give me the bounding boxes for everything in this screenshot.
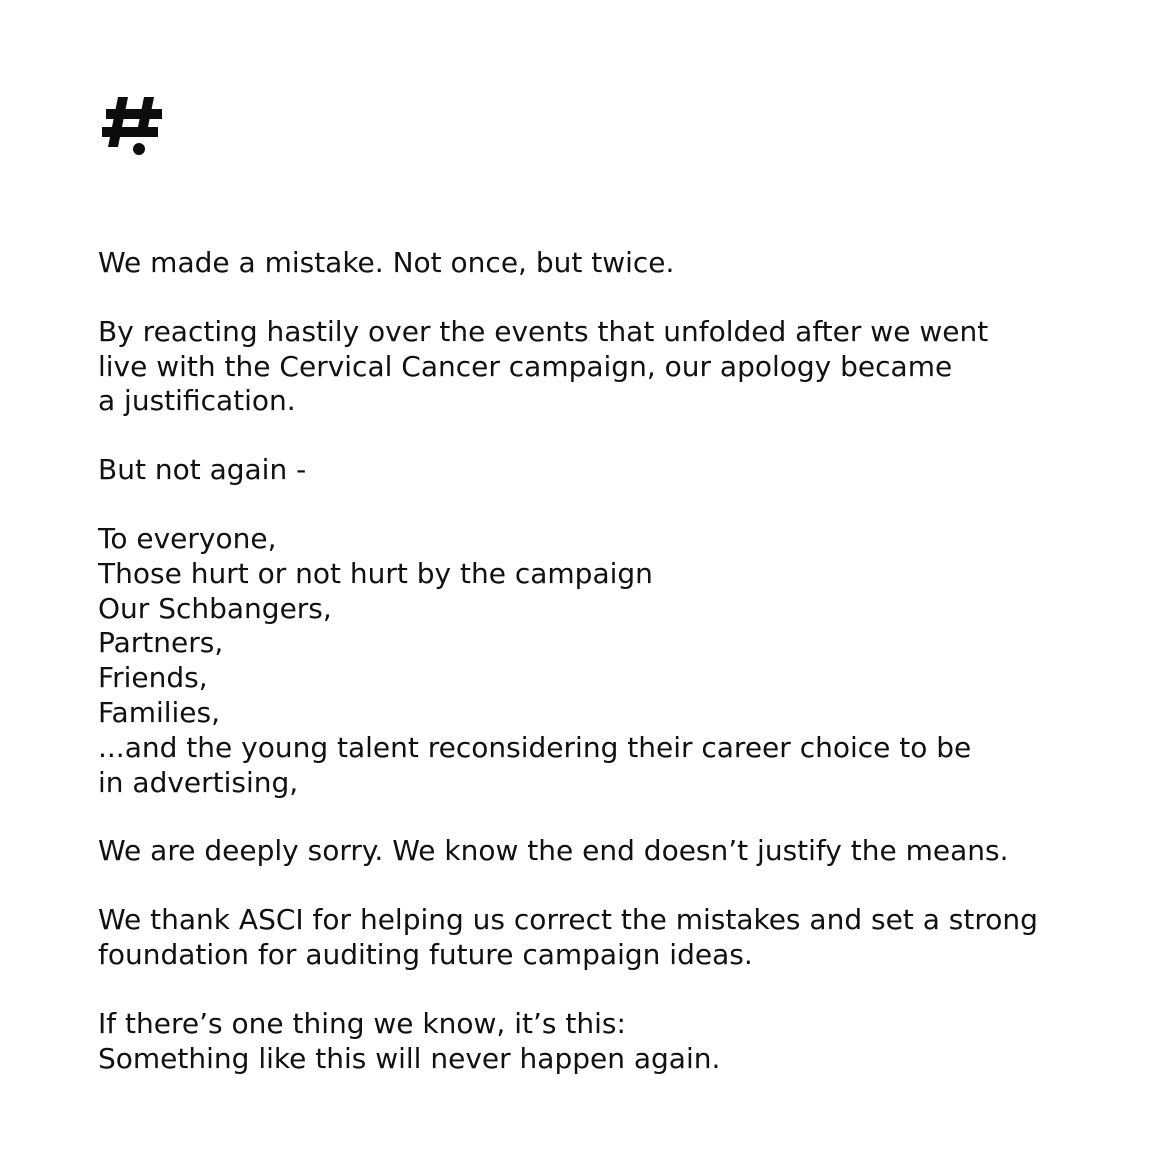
letter-line: To everyone, — [98, 521, 277, 555]
letter-line: Those hurt or not hurt by the campaign — [98, 556, 653, 590]
letter-line: Friends, — [98, 661, 208, 695]
letter-line: By reacting hastily over the events that unfolded after we went — [98, 314, 989, 348]
paragraph-4 — [98, 522, 1108, 800]
letter-line: If there’s one thing we know, it’s this: — [98, 1006, 626, 1040]
letter-line: a justification. — [98, 384, 296, 418]
letter-line: Something like this will never happen again. — [98, 1041, 721, 1075]
letter-line: in advertising, — [98, 765, 299, 799]
schbang-hash-icon — [100, 95, 166, 159]
paragraph-3 — [98, 453, 1108, 488]
letter-line: But not again - — [98, 453, 307, 487]
letter-line: Families, — [98, 695, 221, 729]
paragraph-6 — [98, 903, 1108, 973]
letter-line: We are deeply sorry. We know the end doesn’t justify the means. — [98, 834, 1009, 868]
letter-line: Partners, — [98, 626, 224, 660]
letter-line: We made a mistake. Not once, but twice. — [98, 246, 675, 279]
paragraph-7 — [98, 1007, 1108, 1077]
letter-line: ...and the young talent reconsidering their career choice to be — [98, 730, 972, 764]
letter-line: We thank ASCI for helping us correct the mistakes and set a strong — [98, 903, 1038, 937]
letter-line: Our Schbangers, — [98, 591, 332, 625]
paragraph-2 — [98, 315, 1108, 419]
paragraph-5 — [98, 834, 1108, 869]
letter-line: live with the Cervical Cancer campaign, our apology became — [98, 349, 953, 383]
apology-letter — [98, 246, 1108, 1110]
letter-line: foundation for auditing future campaign ideas. — [98, 937, 753, 971]
paragraph-1 — [98, 246, 1108, 281]
